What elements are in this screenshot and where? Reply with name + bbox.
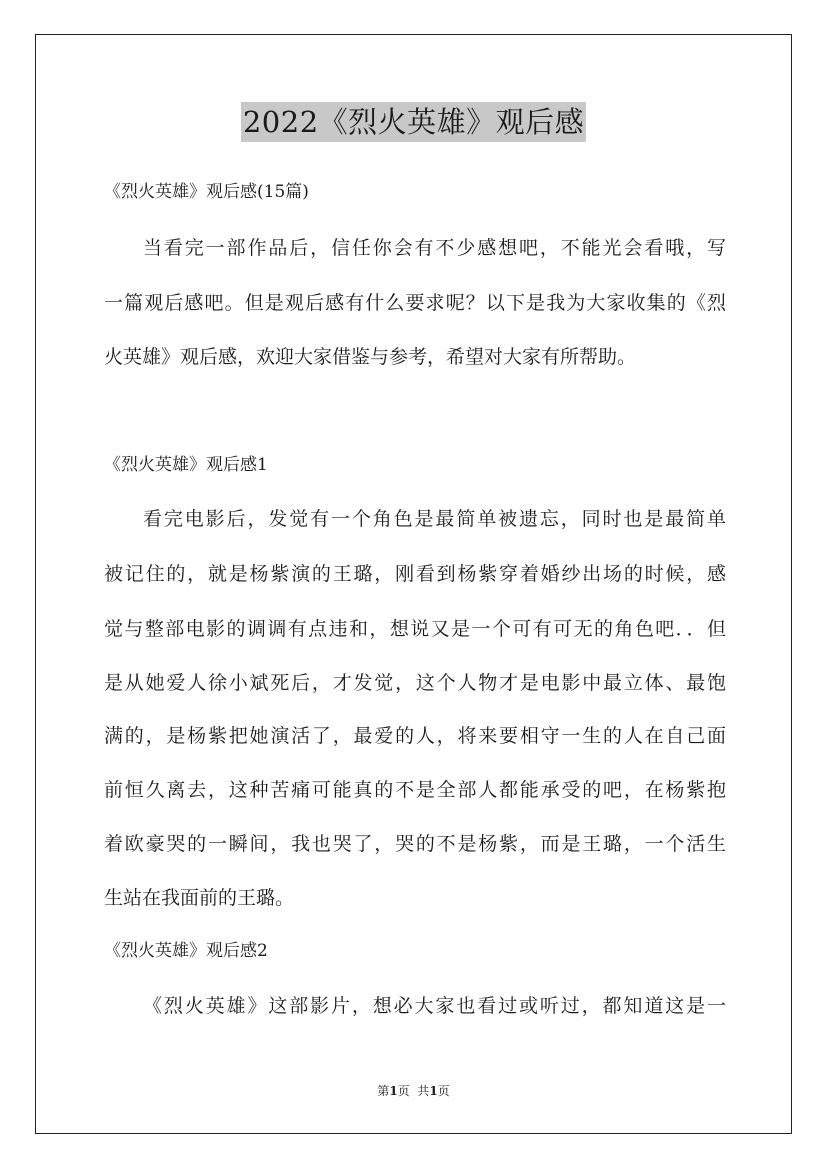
section-1-line-7: 着欧豪哭的一瞬间，我也哭了，哭的不是杨紫，而是王璐，一个活生 xyxy=(104,833,726,855)
section-1-heading: 《烈火英雄》观后感1 xyxy=(104,455,268,475)
intro-line-3: 火英雄》观后感，欢迎大家借鉴与参考，希望对大家有所帮助。 xyxy=(104,346,637,368)
title-container xyxy=(0,102,827,142)
footer-page-total: 1 xyxy=(429,1084,438,1098)
footer-page-prefix: 第 xyxy=(377,1084,390,1098)
section-1-line-6: 前恒久离去，这种苦痛可能真的不是全部人都能承受的吧，在杨紫抱 xyxy=(104,779,726,801)
intro-line-1: 当看完一部作品后，信任你会有不少感想吧，不能光会看哦，写 xyxy=(143,237,726,259)
section-1-line-1: 看完电影后，发觉有一个角色是最简单被遗忘，同时也是最简单 xyxy=(143,508,726,530)
section-1-line-5: 满的，是杨紫把她演活了，最爱的人，将来要相守一生的人在自己面 xyxy=(104,725,726,747)
footer-page-mid: 页 共 xyxy=(397,1084,430,1098)
section-1-line-2: 被记住的，就是杨紫演的王璐，刚看到杨紫穿着婚纱出场的时候，感 xyxy=(104,563,726,585)
footer-page-suffix: 页 xyxy=(437,1084,450,1098)
page-footer xyxy=(0,1083,827,1099)
section-2-heading: 《烈火英雄》观后感2 xyxy=(104,941,268,961)
section-1-line-4: 是从她爱人徐小斌死后，才发觉，这个人物才是电影中最立体、最饱 xyxy=(104,672,726,694)
footer-page-number: 1 xyxy=(389,1084,398,1098)
document-title: 2022《烈火英雄》观后感 xyxy=(241,102,586,142)
section-1-line-8: 生站在我面前的王璐。 xyxy=(104,887,295,909)
document-subtitle: 《烈火英雄》观后感(15篇) xyxy=(104,182,309,202)
section-1-line-3: 觉与整部电影的调调有点违和，想说又是一个可有可无的角色吧．．但 xyxy=(104,618,726,640)
section-2-line-1: 《烈火英雄》这部影片，想必大家也看过或听过，都知道这是一 xyxy=(143,995,726,1017)
intro-line-2: 一篇观后感吧。但是观后感有什么要求呢？以下是我为大家收集的《烈 xyxy=(104,292,726,314)
